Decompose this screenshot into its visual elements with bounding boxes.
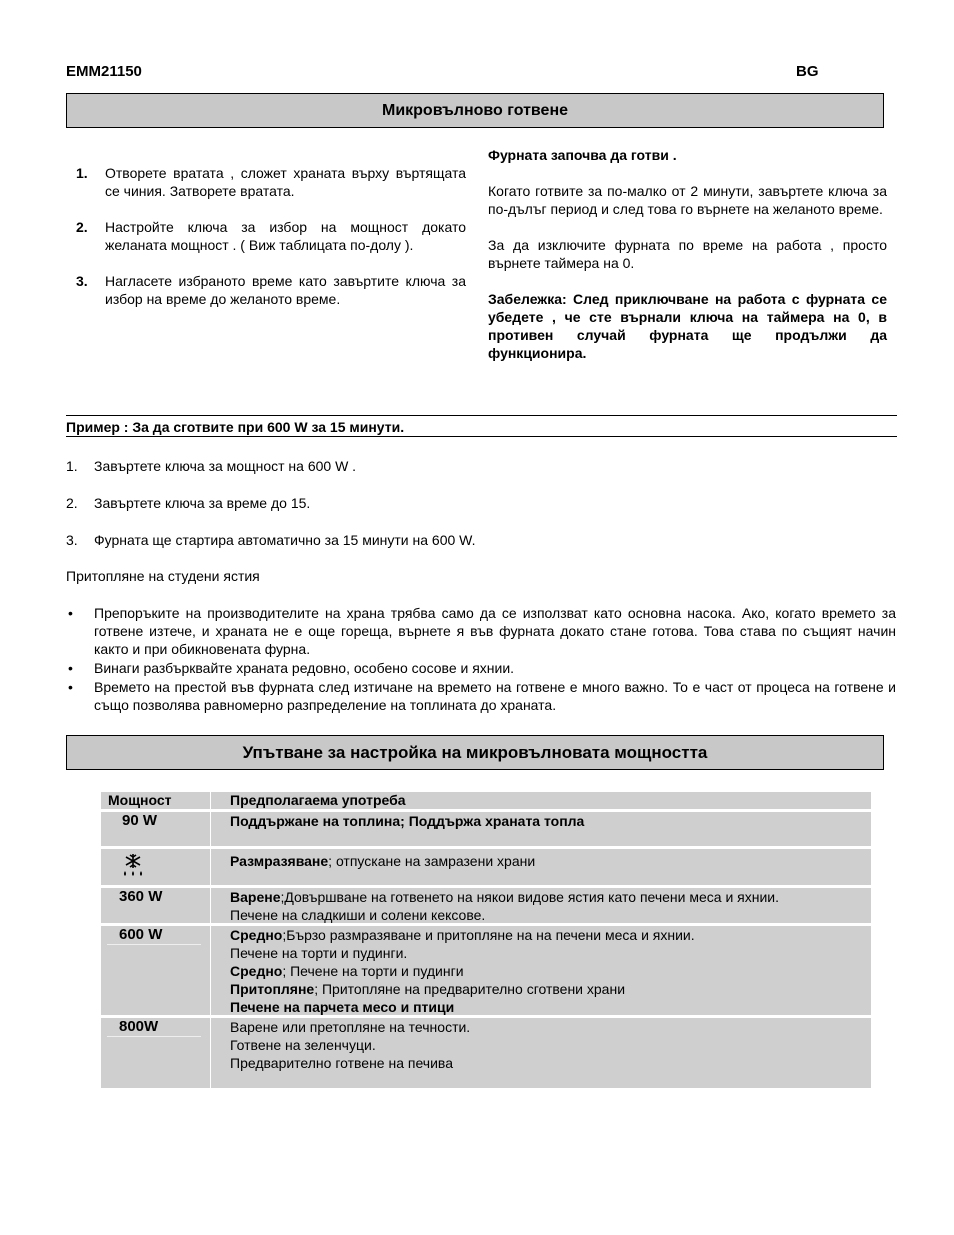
bullet-text: Винаги разбърквайте храната редовно, особено сосове и яхнии. [94, 660, 515, 676]
power-value: 360 W [119, 888, 163, 905]
use-cell [210, 849, 871, 885]
step-number: 2. [66, 495, 78, 511]
use-bold: Поддържане на топлина; Поддържа храната топла [230, 813, 585, 829]
power-cell [101, 888, 209, 923]
use-cell [210, 926, 871, 1015]
step-text: Фурната ще стартира автоматично за 15 минути на 600 W. [94, 532, 476, 548]
power-cell [101, 849, 209, 885]
header-power: Мощност [108, 792, 172, 808]
list-item [66, 457, 896, 475]
list-item [66, 531, 896, 549]
power-cell [101, 812, 209, 846]
use-text: ; отпускане на замразени храни [328, 853, 536, 869]
example-title: Пример : За да сготвите при 600 W за 15 минути. [66, 419, 405, 435]
table-header-cell [210, 792, 871, 809]
example-heading [66, 415, 897, 437]
defrost-icon [117, 853, 149, 883]
language-code: BG [796, 63, 819, 80]
use-text: Печене на сладкиши и солени кексове. [230, 907, 486, 923]
step-text: Нагласете избраното време като завъртите ключа за избор на време до желаното време. [105, 273, 466, 307]
bullet-icon: • [68, 605, 73, 621]
power-value: 600 W [119, 926, 163, 943]
use-text: ; Печене на торти и пудинги [282, 963, 464, 979]
use-bold: Печене на парчета месо и птици [230, 999, 455, 1015]
cooking-steps [76, 164, 466, 326]
reheat-bullets [66, 604, 896, 715]
table-row [101, 926, 871, 1015]
example-steps [66, 457, 896, 568]
power-value: 90 W [122, 812, 158, 829]
use-cell [210, 888, 871, 923]
use-text: Готвене на зеленчуци. [230, 1037, 376, 1053]
step-text: Настройте ключа за избор на мощност докато желаната мощност . ( Виж таблицата по-долу ). [105, 219, 466, 253]
bullet-icon: • [68, 679, 73, 695]
step-number: 3. [76, 273, 88, 289]
use-text: Предварително готвене на печива [230, 1055, 453, 1071]
table-header-row [101, 792, 871, 809]
reheat-title: Притопляне на студени ястия [66, 568, 260, 584]
table-row [101, 1018, 871, 1088]
list-item [66, 494, 896, 512]
power-value: 800W [119, 1018, 159, 1035]
use-text: Варене или претопляне на течности. [230, 1019, 471, 1035]
oven-starts-text: Фурната започва да готви . [488, 147, 677, 163]
right-column [488, 146, 887, 380]
use-bold: Притопляне [230, 981, 315, 997]
use-text: ;Довършване на готвенето на някои видове ястия като печени меса и яхнии. [280, 889, 780, 905]
step-number: 3. [66, 532, 78, 548]
use-bold: Средно [230, 927, 283, 943]
step-number: 1. [66, 458, 78, 474]
power-cell [101, 1018, 209, 1088]
short-cooking-tip: Когато готвите за по-малко от 2 минути, завъртете ключа за по-дълъг период и след това го върнете на желаното време. [488, 183, 887, 217]
use-cell [210, 812, 871, 846]
power-table [101, 792, 871, 1091]
model-number: EMM21150 [66, 63, 142, 80]
power-cell [101, 926, 209, 1015]
use-cell [210, 1018, 871, 1088]
list-item [76, 218, 466, 254]
bullet-icon: • [68, 660, 73, 676]
step-text: Завъртете ключа за мощност на 600 W . [94, 458, 357, 474]
use-text: ; Притопляне на предварително сготвени храни [314, 981, 626, 997]
step-text: Завъртете ключа за време до 15. [94, 495, 311, 511]
bullet-text: Препоръките на производителите на храна трябва само да се използват като основна насока. Ако, когато времето за готвене изтече, и храната не е още гореща, върнете я във фурната докато стане готова. Това става по същият начин както и при обикновената фурна. [94, 605, 896, 657]
section-title-microwave-cooking: Микровълново готвене [66, 93, 884, 128]
stop-oven-tip: За да изключите фурната по време на работа , просто върнете таймера на 0. [488, 237, 887, 271]
list-item [66, 659, 896, 677]
list-item [66, 678, 896, 714]
list-item [66, 604, 896, 658]
bullet-text: Времето на престой във фурната след изтичане на времето на готвене е много важно. То е част от процеса на готвене и също позволява равномерно разпределение на топлината до храната. [94, 679, 896, 713]
list-item [76, 272, 466, 308]
list-item [76, 164, 466, 200]
table-row [101, 849, 871, 885]
step-number: 2. [76, 219, 88, 235]
step-text: Отворете вратата , сложет храната върху въртящата се чиния. Затворете вратата. [105, 165, 466, 199]
use-text: Печене на торти и пудинги. [230, 945, 408, 961]
note-text: Забележка: След приключване на работа с фурната се убедете , че сте върнали ключа на таймера на 0, в противен случай фурната ще продължи да функционира. [488, 291, 887, 361]
use-bold: Размразяване [230, 853, 329, 869]
use-text: ;Бързо размразяване и притопляне на на печени меса и яхнии. [282, 927, 695, 943]
step-number: 1. [76, 165, 88, 181]
table-row [101, 888, 871, 923]
table-header-cell [101, 792, 209, 809]
section-title-power-guide: Упътване за настройка на микровълновата мощността [66, 735, 884, 770]
use-bold: Варене [230, 889, 281, 905]
use-bold: Средно [230, 963, 283, 979]
table-row [101, 812, 871, 846]
header-use: Предполагаема употреба [230, 792, 406, 808]
